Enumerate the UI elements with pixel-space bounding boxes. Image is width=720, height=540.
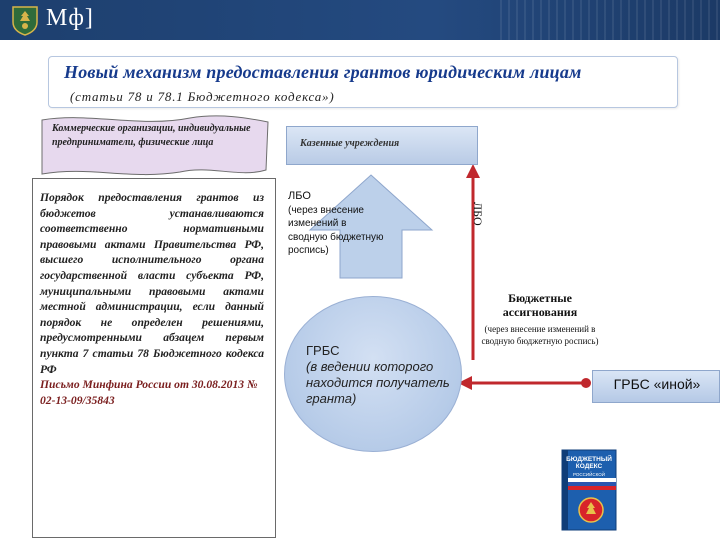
page-title: Новый механизм предоставления грантов юридическим лицам [64, 62, 582, 82]
grbs-label [306, 343, 456, 407]
lbo-vertical-text: ЛБО [471, 202, 485, 226]
lbo-arrow-label [288, 190, 388, 258]
red-line-origin-dot [581, 378, 591, 388]
commercial-banner-text: Коммерческие организации, индивидуальные предприниматели, физические лица [52, 123, 251, 148]
procedure-text [40, 190, 264, 408]
budget-title: Бюджетные ассигнования [502, 291, 578, 319]
book-subtitle: РОССИЙСКОЙ ФЕДЕРАЦИИ [573, 472, 605, 482]
lbo-vertical-label [466, 200, 498, 250]
kazen-label: Казенные учреждения [300, 138, 400, 149]
lbo-arrow-title: ЛБО [288, 190, 311, 202]
grbs-title: ГРБС [306, 343, 340, 358]
book-title: БЮДЖЕТНЫЙ КОДЕКС [566, 456, 612, 470]
grbs-note: (в ведении которого находится получатель гранта) [306, 359, 450, 406]
grbs-other-label: ГРБС «иной» [613, 376, 701, 392]
minfin-letter: Письмо Минфина России от 30.08.2013 № 02-13-09/35843 [40, 378, 258, 407]
brand-logo: Мф] [46, 5, 94, 31]
red-vertical-arrowhead [466, 164, 480, 178]
budget-note: (через внесение изменений в сводную бюджетную роспись) [481, 324, 599, 346]
lbo-arrow-note: (через внесение изменений в сводную бюджетную роспись) [288, 204, 384, 256]
procedure-body: Порядок предоставления грантов из бюджетов устанавливаются соответственно нормативными правовыми актами Правительства РФ, высшего исполнительного органа государственной власти субъекта РФ, муниципальными правовыми актами местной администрации, если данный порядок не определен решениями, предусмотренными абзацем первым пункта 7 статьи 78 Бюджетного кодекса РФ [40, 191, 264, 376]
page-subtitle: (статьи 78 и 78.1 Бюджетного кодекса») [70, 89, 335, 104]
